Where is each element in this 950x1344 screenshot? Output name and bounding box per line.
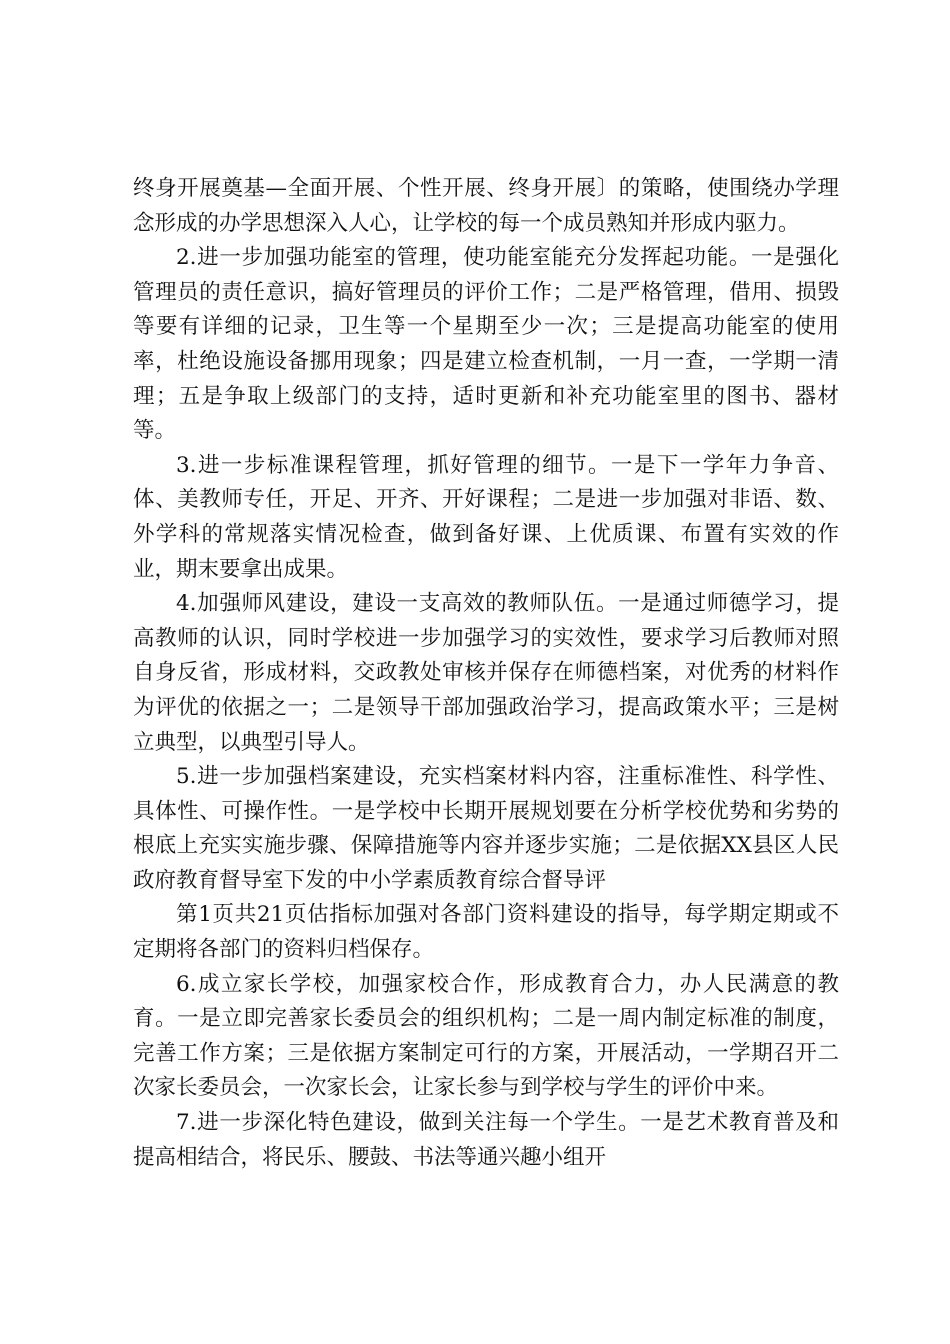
paragraph-item-5-archives: 5.进一步加强档案建设，充实档案材料内容，注重标准性、科学性、具体性、可操作性。一是学校中长期开展规划要在分析学校优势和劣势的根底上充实实施步骤、保障措施等内容并逐步实施；二是依据XX县区人民政府教育督导室下发的中小学素质教育综合督导评	[133, 764, 839, 893]
paragraph-intro-continuation: 终身开展奠基—全面开展、个性开展、终身开展〕的策略，使围绕办学理念形成的办学思想深入人心，让学校的每一个成员熟知并形成内驱力。	[133, 176, 839, 236]
paragraph-item-7-specialty: 7.进一步深化特色建设，做到关注每一个学生。一是艺术教育普及和提高相结合，将民乐、腰鼓、书法等通兴趣小组开	[133, 1110, 839, 1170]
paragraph-page-footer-continuation: 第1页共21页估指标加强对各部门资料建设的指导，每学期定期或不定期将各部门的资料归档保存。	[133, 902, 839, 963]
paragraph-item-4-teacher-ethics: 4.加强师风建设，建设一支高效的教师队伍。一是通过师德学习，提高教师的认识，同时学校进一步加强学习的实效性，要求学习后教师对照自身反省，形成材料，交政教处审核并保存在师德档案，对优秀的材料作为评优的依据之一；二是领导干部加强政治学习，提高政策水平；三是树立典型，以典型引导人。	[133, 591, 839, 755]
document-body	[133, 172, 839, 1175]
paragraph-item-6-parent-school: 6.成立家长学校，加强家校合作，形成教育合力，办人民满意的教育。一是立即完善家长委员会的组织机构；二是一周内制定标准的制度，完善工作方案；三是依据方案制定可行的方案，开展活动，一学期召开二次家长委员会，一次家长会，让家长参与到学校与学生的评价中来。	[133, 971, 839, 1101]
paragraph-item-3-curriculum: 3.进一步标准课程管理，抓好管理的细节。一是下一学年力争音、体、美教师专任，开足、开齐、开好课程；二是进一步加强对非语、数、外学科的常规落实情况检查，做到备好课、上优质课、布置有实效的作业，期末要拿出成果。	[133, 452, 839, 582]
paragraph-item-2-function-rooms: 2.进一步加强功能室的管理，使功能室能充分发挥起功能。一是强化管理员的责任意识，搞好管理员的评价工作；二是严格管理，借用、损毁等要有详细的记录，卫生等一个星期至少一次；三是提高功能室的使用率，杜绝设施设备挪用现象；四是建立检查机制，一月一查，一学期一清理；五是争取上级部门的支持，适时更新和补充功能室里的图书、器材等。	[133, 245, 839, 444]
